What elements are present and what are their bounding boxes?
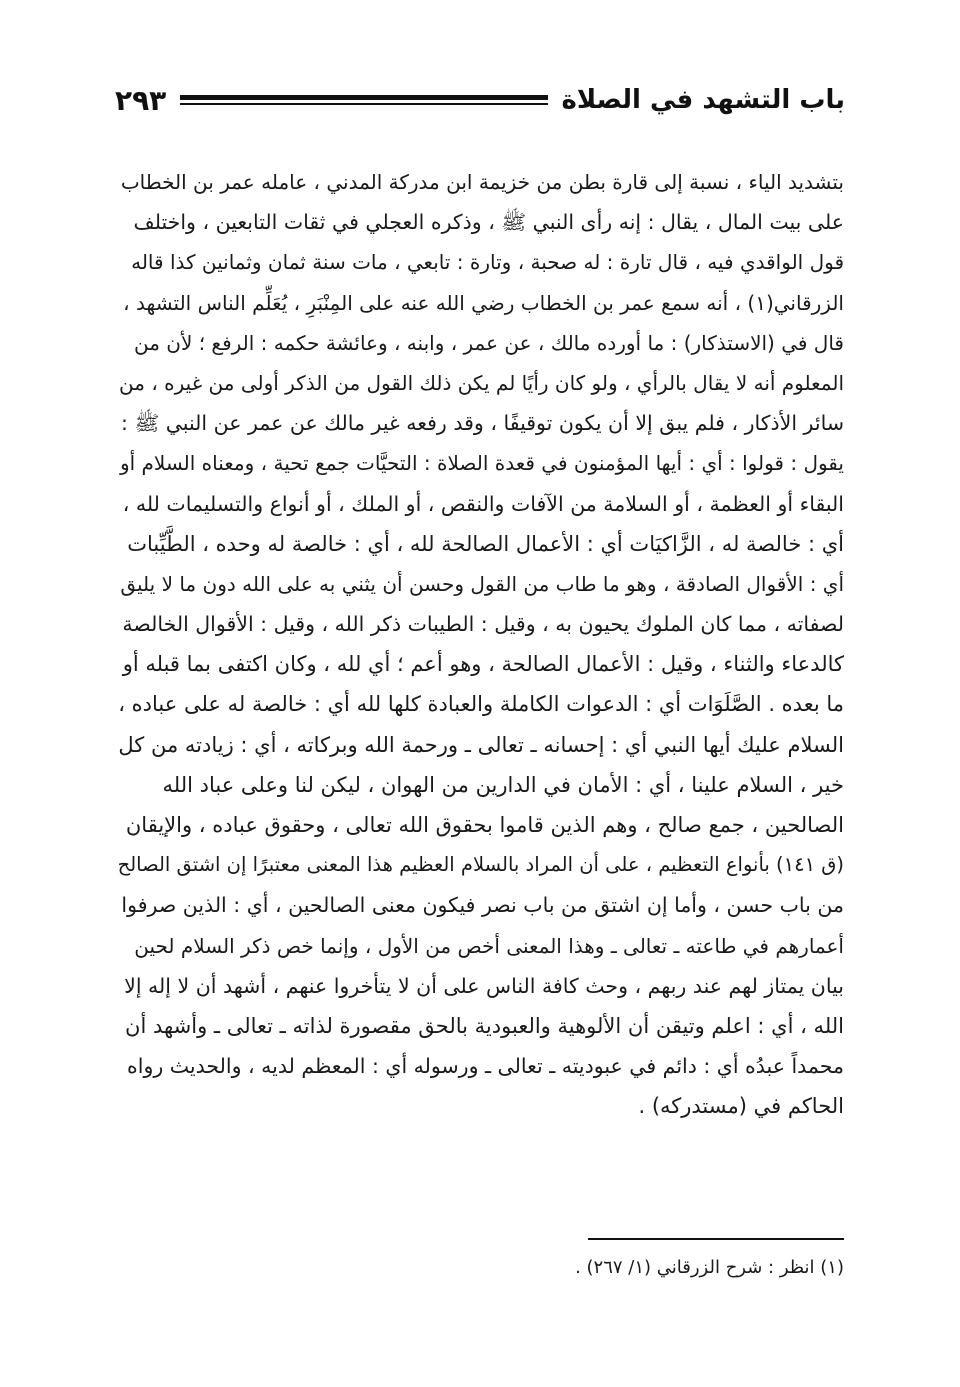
text-line: من باب حسن ، وأما إن اشتق من باب نصر فيكون معنى الصالحين ، أي : الذين صرفوا xyxy=(121,893,844,918)
body-text xyxy=(118,162,844,1127)
footnote: (١) انظر : شرح الزرقاني (١/ ٢٦٧) . xyxy=(575,1257,844,1278)
text-line: الحاكم في (مستدركه) . xyxy=(638,1094,844,1119)
text-line: الصالحين ، جمع صالح ، وهم الذين قاموا بحقوق الله تعالى ، وحقوق عباده ، والإيقان xyxy=(125,813,844,837)
text-line: لصفاته ، مما كان الملوك يحيون به ، وقيل : الطيبات ذكر الله ، وقيل : الأقوال الخالصة xyxy=(122,612,844,637)
text-line: يقول : قولوا : أي : أيها المؤمنون في قعدة الصلاة : التحيَّات جمع تحية ، ومعناه السلام أو xyxy=(119,451,844,476)
text-line: الزرقاني(١) ، أنه سمع عمر بن الخطاب رضي الله عنه على المِنْبَرِ ، يُعَلِّم الناس التشهد ، xyxy=(123,290,844,315)
text-line: (ق ١٤١) بأنواع التعظيم ، على أن المراد بالسلام العظيم هذا المعنى معتبرًا إن اشتق الصالح xyxy=(118,853,844,877)
text-line: محمداً عبدُه أي : دائم في عبوديته ـ تعالى ـ ورسوله أي : المعظم لديه ، والحديث رواه xyxy=(127,1054,844,1079)
text-line: بتشديد الياء ، نسبة إلى قارة بطن من خزيمة ابن مدركة المدني ، عامله عمر بن الخطاب xyxy=(120,170,844,194)
page-number: ٢٩٣ xyxy=(115,83,167,117)
chapter-title: باب التشهد في الصلاة xyxy=(561,85,845,115)
text-line: كالدعاء والثناء ، وقيل : الأعمال الصالحة ، وهو أعم ؛ أي لله ، وكان اكتفى بما قبله أو xyxy=(122,652,844,677)
text-line: سائر الأذكار ، فلم يبق إلا أن يكون توقيفًا ، وقد رفعه غير مالك عن عمر عن النبي ﷺ : xyxy=(121,411,844,436)
text-line: قول الواقدي فيه ، قال تارة : له صحبة ، وتارة : تابعي ، مات سنة ثمان وثمانين كذا قاله xyxy=(131,250,844,275)
page-header xyxy=(115,80,845,120)
text-line: ما بعده . الصَّلَوَات أي : الدعوات الكاملة والعبادة كلها لله أي : خالصة له على عباده ، xyxy=(118,692,844,717)
text-line: على بيت المال ، يقال : إنه رأى النبي ﷺ ، وذكره العجلي في ثقات التابعين ، واختلف xyxy=(133,210,844,235)
text-line: أعمارهم في طاعته ـ تعالى ـ وهذا المعنى أخص من الأول ، وإنما خص ذكر السلام لحين xyxy=(134,933,844,958)
text-line: الله ، أي : اعلم وتيقن أن الألوهية والعبودية بالحق مقصورة لذاته ـ تعالى ـ وأشهد أن xyxy=(125,1013,844,1038)
text-line: قال في (الاستذكار) : ما أورده مالك ، عن عمر ، وابنه ، وعائشة حكمه : الرفع ؛ لأن من xyxy=(133,330,844,355)
text-line: المعلوم أنه لا يقال بالرأي ، ولو كان رأيًا لم يكن ذلك القول من الذكر أولى من غيره ، من xyxy=(119,370,844,395)
text-line: أي : الأقوال الصادقة ، وهو ما طاب من القول وحسن أن يثني به على الله دون ما لا يليق xyxy=(120,571,844,596)
footnote-divider xyxy=(588,1238,844,1240)
text-line: خير ، السلام علينا ، أي : الأمان في الدارين من الهوان ، ليكن لنا وعلى عباد الله xyxy=(162,772,844,797)
text-line: السلام عليك أيها النبي أي : إحسانه ـ تعالى ـ ورحمة الله وبركاته ، أي : زيادته من كل xyxy=(118,732,844,757)
text-line: بيان يمتاز لهم عند ربهم ، وحث كافة الناس على أن لا يتأخروا عنهم ، أشهد أن لا إله إلا xyxy=(124,973,844,998)
text-line: أي : خالصة له ، الزَّاكيَات أي : الأعمال الصالحة لله ، أي : خالصة له وحده ، الطَّيِّبات xyxy=(127,531,844,556)
header-rule xyxy=(180,95,547,105)
text-line: البقاء أو العظمة ، أو السلامة من الآفات والنقص ، أو الملك ، أو أنواع والتسليمات لله ، xyxy=(122,491,844,516)
